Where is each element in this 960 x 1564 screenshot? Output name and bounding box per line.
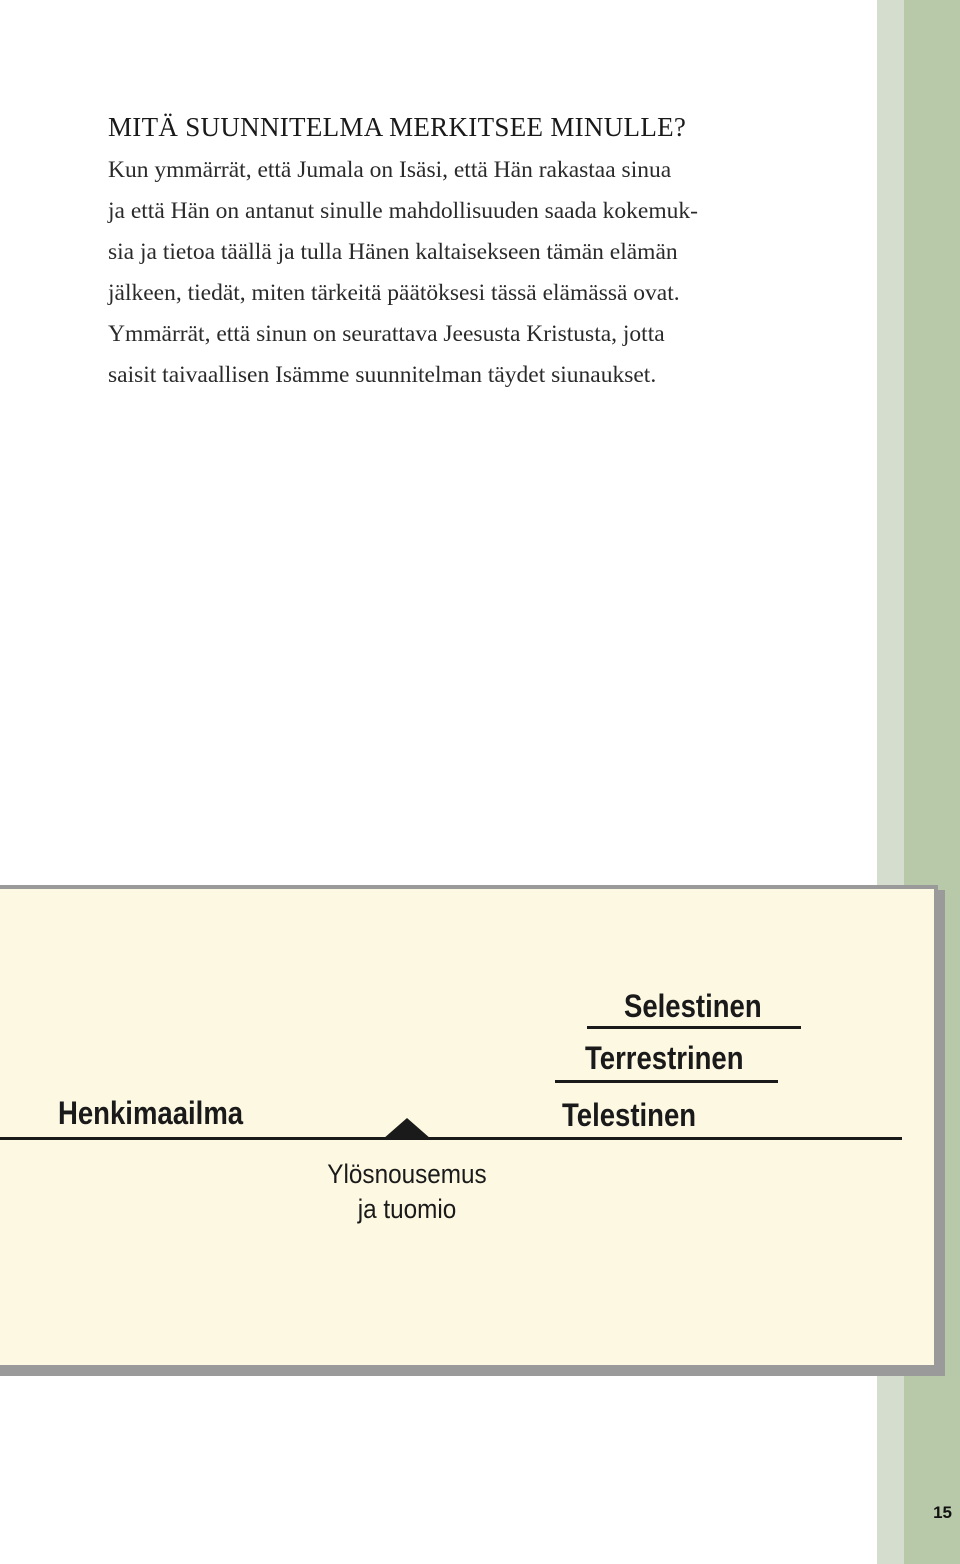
terrestrial-line <box>555 1080 778 1083</box>
resurrection-label <box>317 1157 497 1227</box>
celestial-line <box>587 1026 801 1029</box>
section-heading: MITÄ SUUNNITELMA MERKITSEE MINULLE? <box>108 112 687 142</box>
paragraph-line: Kun ymmärrät, että Jumala on Isäsi, että Hän rakastaa sinua <box>108 157 672 183</box>
paragraph-line: jälkeen, tiedät, miten tärkeitä päätöksesi tässä elämässä ovat. <box>108 280 680 306</box>
spirit-world-label: Henkimaailma <box>58 1095 244 1131</box>
timeline-line <box>0 1137 902 1140</box>
paragraph-line: sia ja tietoa täällä ja tulla Hänen kaltaisekseen tämän elämän <box>108 239 678 265</box>
paragraph-line: Ymmärrät, että sinun on seurattava Jeesusta Kristusta, jotta <box>108 321 665 347</box>
body-paragraph <box>108 150 828 396</box>
resurrection-label-line1: Ylösnousemus <box>327 1159 487 1189</box>
telestial-label: Telestinen <box>562 1097 697 1133</box>
page-number: 15 <box>933 1503 952 1522</box>
plan-of-salvation-diagram <box>0 885 938 1369</box>
paragraph-line: saisit taivaallisen Isämme suunnitelman täydet siunaukset. <box>108 362 657 388</box>
resurrection-label-line2: ja tuomio <box>357 1194 457 1224</box>
celestial-label: Selestinen <box>624 988 762 1024</box>
resurrection-marker <box>383 1118 431 1139</box>
paragraph-line: ja että Hän on antanut sinulle mahdollisuuden saada kokemuk- <box>108 198 698 224</box>
terrestrial-label: Terrestrinen <box>585 1040 744 1076</box>
